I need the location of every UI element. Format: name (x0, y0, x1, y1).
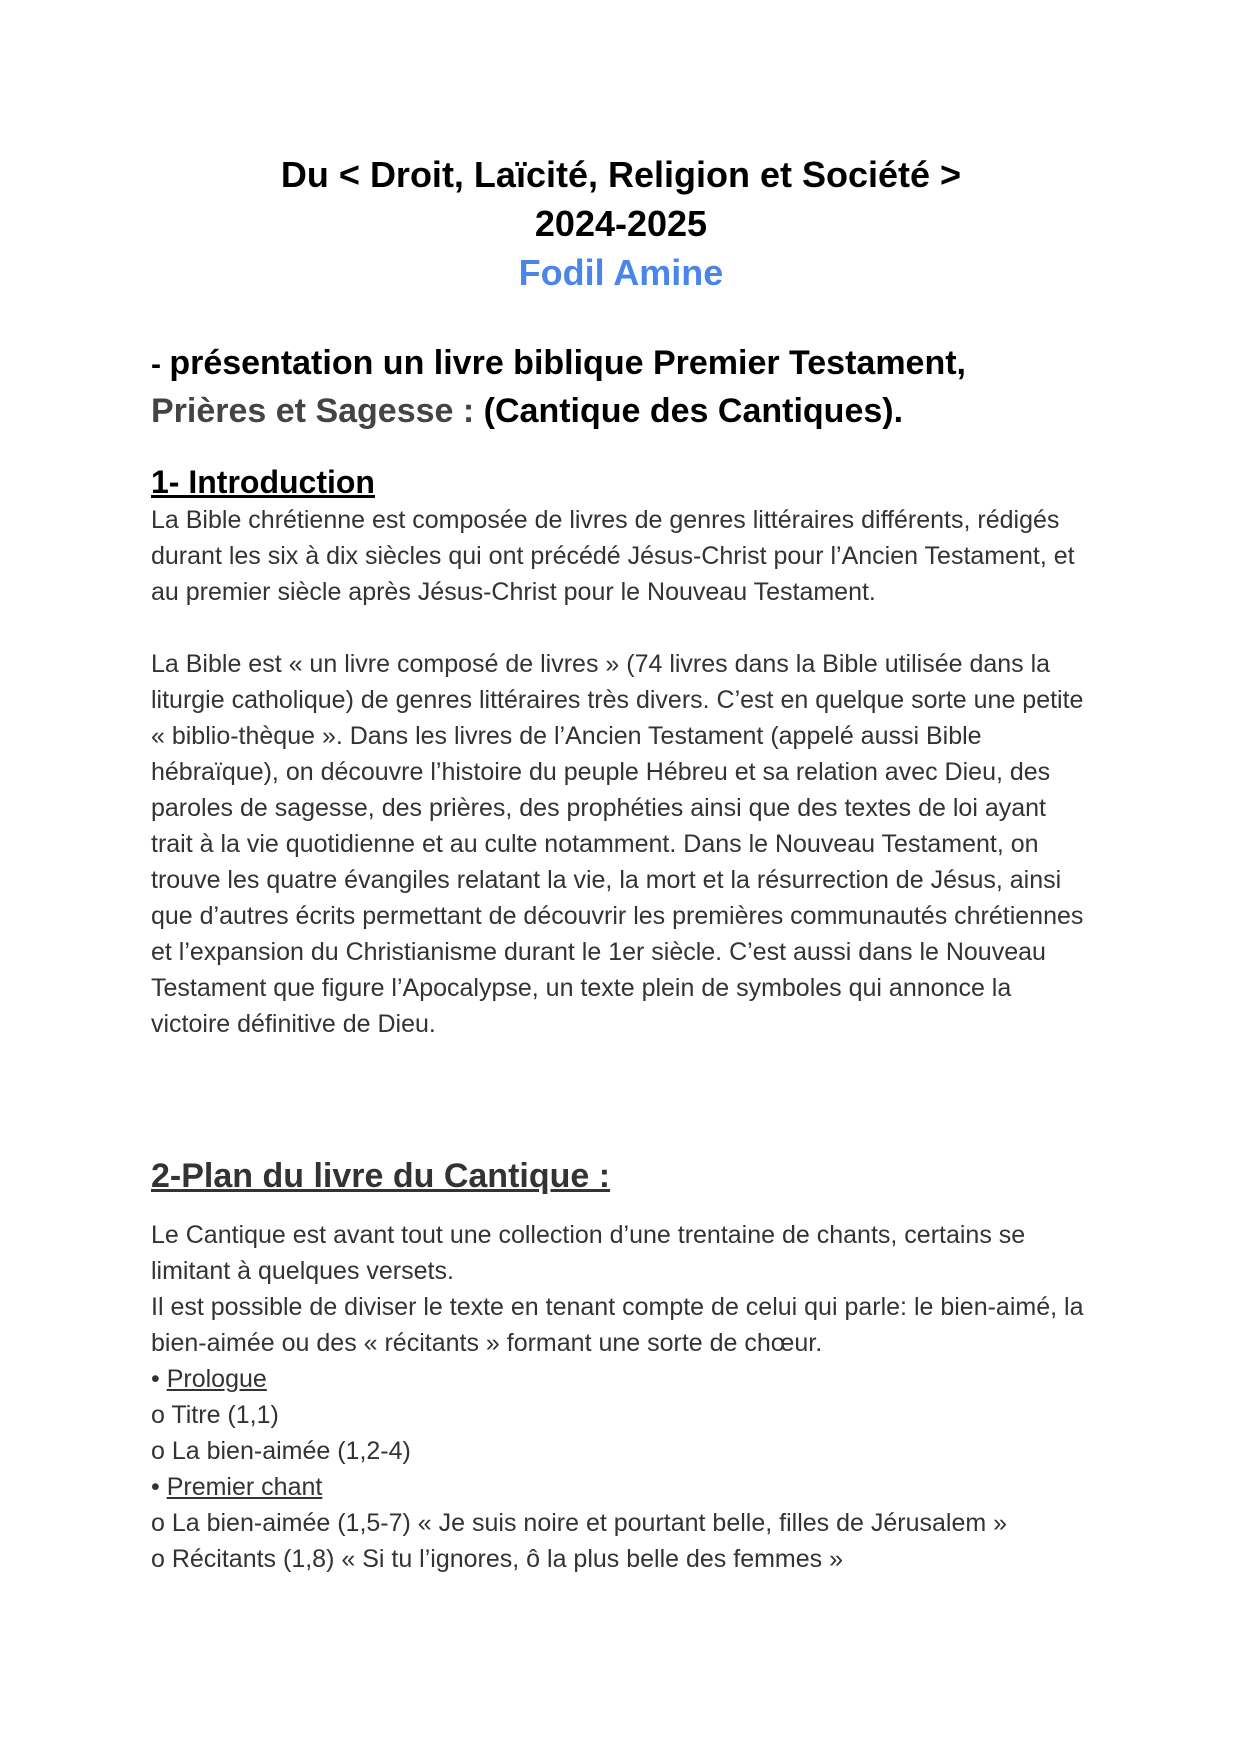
first-chant-bullet (151, 1469, 1091, 1505)
subject-heading (151, 340, 1091, 434)
introduction-heading: 1- Introduction (151, 464, 375, 500)
author-name: Fodil Amine (518, 252, 724, 293)
document-title: Du < Droit, Laïcité, Religion et Société > (280, 154, 962, 195)
prologue-item: o La bien-aimée (1,2-4) (151, 1437, 411, 1465)
first-chant-label: Premier chant (166, 1473, 323, 1501)
plan-heading: 2-Plan du livre du Cantique : (151, 1157, 611, 1195)
title-block (151, 150, 1091, 297)
plan-paragraph-2: Il est possible de diviser le texte en tenant compte de celui qui parle: le bien-aimé, la bien-aimée ou des « récitants » formant une sorte de chœur. (151, 1293, 1084, 1357)
academic-year: 2024-2025 (534, 203, 708, 244)
bullet-glyph: • (151, 1473, 167, 1501)
introduction-section (151, 462, 1091, 1042)
introduction-paragraph-1: La Bible chrétienne est composée de livres de genres littéraires différents, rédigés durant les six à dix siècles qui ont précédé Jésus-Christ pour l’Ancien Testament, et au premier siècle après Jésus-Christ pour le Nouveau Testament. (151, 506, 1075, 606)
subject-part1: présentation un livre biblique Premier Testament, (169, 344, 967, 382)
plan-paragraph-1: Le Cantique est avant tout une collection d’une trentaine de chants, certains se limitant à quelques versets. (151, 1221, 1026, 1285)
first-chant-item: o Récitants (1,8) « Si tu l’ignores, ô la plus belle des femmes » (151, 1545, 844, 1573)
bullet-glyph: • (151, 1365, 167, 1393)
plan-section (151, 1155, 1091, 1577)
first-chant-item: o La bien-aimée (1,5-7) « Je suis noire et pourtant belle, filles de Jérusalem » (151, 1509, 1008, 1537)
prologue-bullet (151, 1361, 1091, 1397)
document-page (151, 0, 1091, 1755)
prologue-label: Prologue (166, 1365, 267, 1393)
prologue-item: o Titre (1,1) (151, 1401, 279, 1429)
subject-dash: - (151, 348, 170, 381)
subject-part2: Prières et Sagesse : (151, 392, 484, 430)
introduction-paragraph-2: La Bible est « un livre composé de livres » (74 livres dans la Bible utilisée dans la liturgie catholique) de genres littéraires très divers. C’est en quelque sorte une petite « biblio-thèque ». Dans les livres de l’Ancien Testament (appelé aussi Bible hébraïque), on découvre l’histoire du peuple Hébreu et sa relation avec Dieu, des paroles de sagesse, des prières, des prophéties ainsi que des textes de loi ayant trait à la vie quotidienne et au culte notamment. Dans le Nouveau Testament, on trouve les quatre évangiles relatant la vie, la mort et la résurrection de Jésus, ainsi que d’autres écrits permettant de découvrir les premières communautés chrétiennes et l’expansion du Christianisme durant le 1er siècle. C’est aussi dans le Nouveau Testament que figure l’Apocalypse, un texte plein de symboles qui annonce la victoire définitive de Dieu. (151, 650, 1084, 1038)
subject-part3: (Cantique des Cantiques). (483, 392, 904, 430)
